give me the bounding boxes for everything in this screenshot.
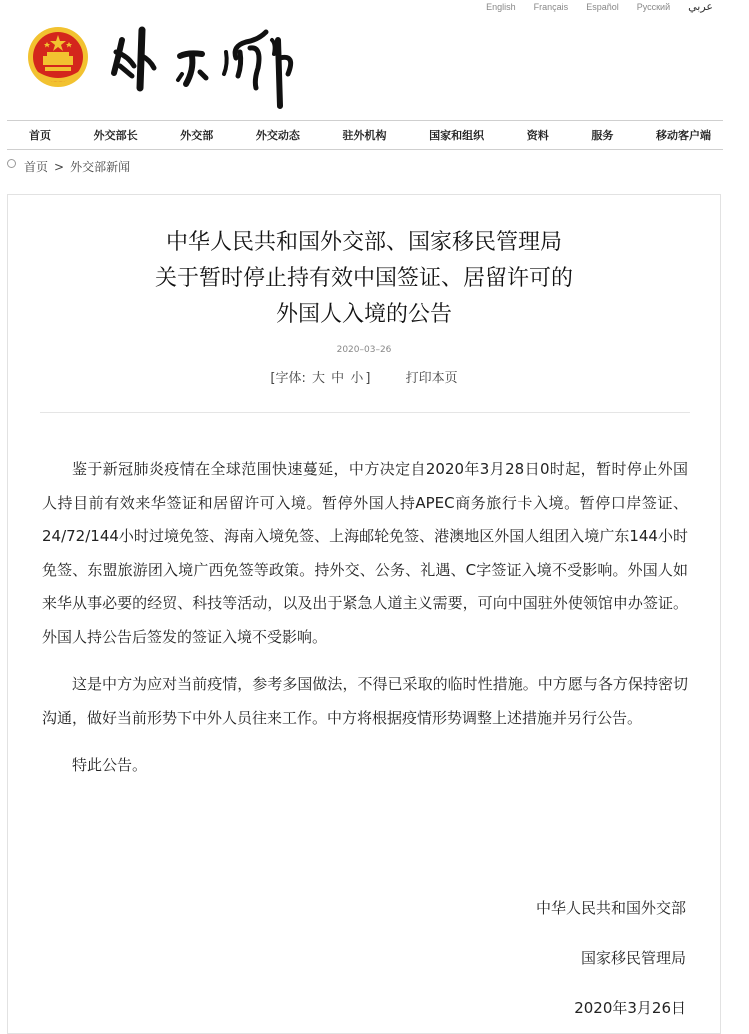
lang-english[interactable]: English bbox=[486, 1, 516, 12]
article-body bbox=[42, 453, 688, 797]
title-line: 关于暂时停止持有效中国签证、居留许可的 bbox=[154, 266, 573, 291]
nav-resources[interactable]: 资料 bbox=[526, 129, 549, 142]
article-tools bbox=[8, 367, 720, 386]
nav-diplomatic-news[interactable]: 外交动态 bbox=[255, 129, 300, 142]
nav-home[interactable]: 首页 bbox=[29, 129, 51, 142]
breadcrumb-current[interactable]: 外交部新闻 bbox=[70, 160, 131, 174]
article-container bbox=[7, 194, 721, 1034]
font-small-button[interactable]: 小 bbox=[350, 371, 364, 386]
language-bar bbox=[486, 0, 713, 13]
site-header bbox=[0, 0, 749, 120]
font-size-label: [字体: bbox=[270, 371, 306, 386]
signature-mfa: 中华人民共和国外交部 bbox=[535, 899, 686, 917]
divider bbox=[40, 412, 690, 413]
breadcrumb-separator: > bbox=[54, 159, 65, 174]
nav-mobile-client[interactable]: 移动客户端 bbox=[656, 129, 711, 142]
signature-nia: 国家移民管理局 bbox=[580, 949, 686, 967]
breadcrumb-dot-icon bbox=[7, 159, 16, 168]
title-line: 外国人入境的公告 bbox=[275, 302, 452, 327]
breadcrumb bbox=[7, 158, 130, 175]
lang-russian[interactable]: Русский bbox=[636, 1, 671, 12]
nav-countries-organizations[interactable]: 国家和组织 bbox=[429, 129, 485, 142]
article-title bbox=[8, 225, 720, 333]
article-paragraph: 特此公告。 bbox=[72, 756, 148, 774]
font-large-button[interactable]: 大 bbox=[312, 371, 326, 386]
lang-spanish[interactable]: Español bbox=[586, 1, 619, 12]
ministry-calligraphy-logo[interactable] bbox=[108, 18, 308, 113]
nav-foreign-minister[interactable]: 外交部长 bbox=[93, 129, 138, 142]
lang-french[interactable]: Français bbox=[533, 1, 569, 12]
breadcrumb-home[interactable]: 首页 bbox=[24, 160, 49, 174]
article-paragraph: 鉴于新冠肺炎疫情在全球范围快速蔓延，中方决定自2020年3月28日0时起，暂时停止外国人持目前有效来华签证和居留许可入境。暂停外国人持APEC商务旅行卡入境。暂停口岸签证、24/72/144小时过境免签、海南入境免签、上海邮轮免签、港澳地区外国人组团入境广东144小时免签、东盟旅游团入境广西免签等政策。持外交、公务、礼遇、C字签证入境不受影响。外国人如来华从事必要的经贸、科技等活动，以及出于紧急人道主义需要，可向中国驻外使领馆申办签证。外国人持公告后签发的签证入境不受影响。 bbox=[42, 460, 688, 646]
nav-missions-abroad[interactable]: 驻外机构 bbox=[342, 129, 387, 142]
nav-ministry[interactable]: 外交部 bbox=[180, 129, 214, 142]
nav-services[interactable]: 服务 bbox=[591, 129, 614, 142]
article-paragraph: 这是中方为应对当前疫情，参考多国做法，不得已采取的临时性措施。中方愿与各方保持密切沟通，做好当前形势下中外人员往来工作。中方将根据疫情形势调整上述措施并另行公告。 bbox=[42, 675, 688, 727]
main-nav bbox=[7, 120, 723, 150]
signature-date: 2020年3月26日 bbox=[574, 999, 686, 1017]
font-medium-button[interactable]: 中 bbox=[331, 371, 345, 386]
publish-date: 2020–03–26 bbox=[336, 345, 392, 355]
print-page-button[interactable]: 打印本页 bbox=[405, 371, 458, 386]
national-emblem-icon[interactable] bbox=[27, 26, 89, 88]
lang-arabic[interactable]: عربي bbox=[688, 1, 713, 13]
title-line: 中华人民共和国外交部、国家移民管理局 bbox=[165, 230, 562, 255]
font-size-close: ] bbox=[365, 371, 371, 386]
